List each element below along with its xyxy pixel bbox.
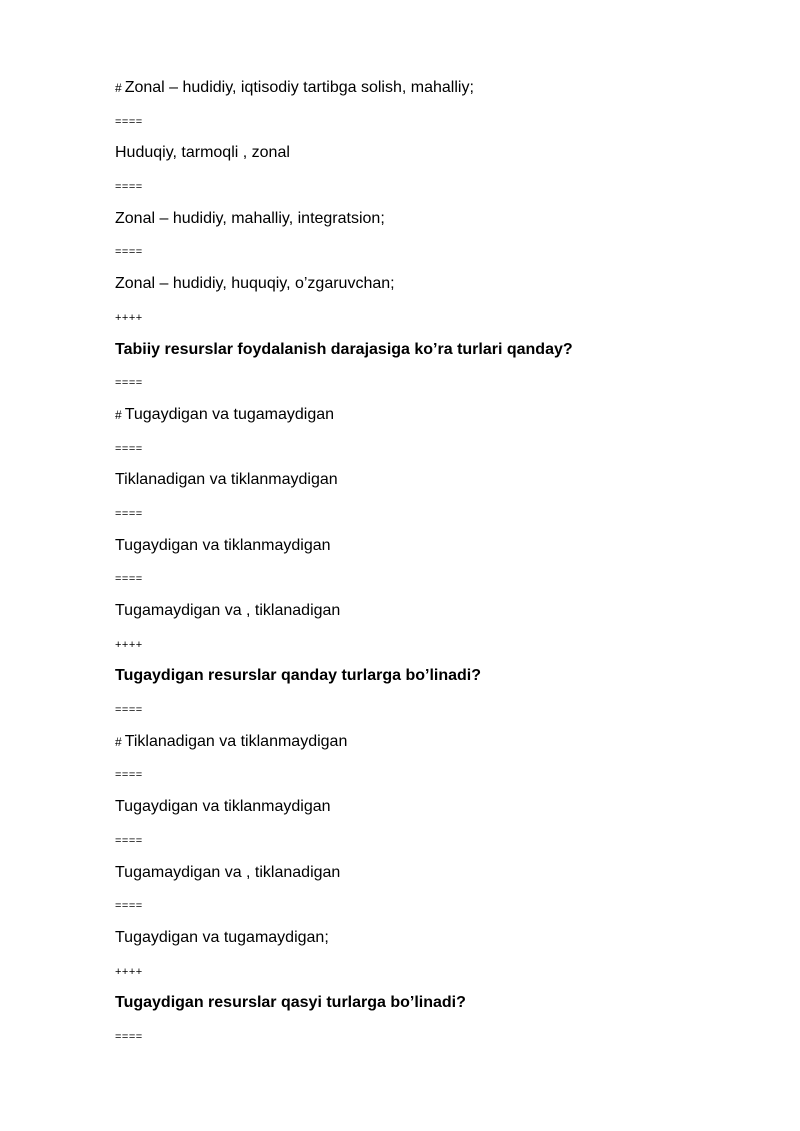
separator-marker: ====: [115, 1030, 143, 1043]
separator-marker: ====: [115, 377, 143, 390]
answer-text: Tugamaydigan va , tiklanadigan: [115, 602, 341, 619]
answer-line: [115, 601, 735, 634]
answer-line: [115, 863, 735, 896]
correct-answer-line: [115, 732, 735, 765]
correct-answer-marker: #: [115, 407, 122, 422]
separator-line: [115, 503, 735, 536]
correct-answer-marker: #: [115, 81, 122, 95]
separator-marker: ====: [115, 900, 143, 913]
answer-text: Zonal – hudidiy, huquqiy, o’zgaruvchan;: [115, 275, 395, 293]
separator-line: [115, 438, 735, 471]
separator-marker: ====: [115, 181, 143, 194]
answer-line: [115, 143, 735, 176]
separator-line: [115, 1026, 735, 1059]
separator-marker: ====: [115, 769, 143, 782]
separator-line: [115, 372, 735, 405]
question-text: Tabiiy resurslar foydalanish darajasiga ko’ra turlari qanday?: [115, 340, 573, 358]
question-line: [115, 993, 735, 1026]
separator-marker: ====: [115, 115, 143, 128]
separator-marker: ====: [115, 834, 143, 847]
answer-line: [115, 470, 735, 503]
separator-line: [115, 307, 735, 340]
separator-line: [115, 830, 735, 863]
answer-text: Tugaydigan va tiklanmaydigan: [115, 798, 331, 816]
answer-line: [115, 274, 735, 307]
answer-text: Tiklanadigan va tiklanmaydigan: [115, 471, 338, 489]
separator-line: [115, 961, 735, 994]
answer-text: Tugamaydigan va , tiklanadigan: [115, 863, 341, 881]
separator-line: [115, 764, 735, 797]
answer-text: Zonal – hudidiy, mahalliy, integratsion;: [115, 209, 385, 227]
separator-marker: ++++: [115, 965, 143, 978]
separator-line: [115, 895, 735, 928]
answer-text: Tugaydigan va tiklanmaydigan: [115, 536, 331, 554]
correct-answer-line: [115, 78, 735, 111]
question-text: Tugaydigan resurslar qasyi turlarga bo’linadi?: [115, 994, 466, 1012]
answer-line: [115, 536, 735, 569]
separator-marker: ++++: [115, 311, 143, 324]
separator-line: [115, 176, 735, 209]
answer-line: [115, 928, 735, 961]
separator-line: [115, 111, 735, 144]
question-line: [115, 340, 735, 373]
document-body: [115, 78, 735, 1059]
answer-text: Tiklanadigan va tiklanmaydigan: [124, 732, 348, 750]
separator-marker: ====: [115, 507, 143, 520]
question-text: Tugaydigan resurslar qanday turlarga bo’linadi?: [115, 667, 481, 685]
answer-text: Tugaydigan va tugamaydigan;: [115, 928, 329, 946]
separator-marker: ====: [115, 442, 143, 455]
separator-marker: ====: [115, 246, 143, 259]
correct-answer-marker: #: [115, 734, 122, 749]
correct-answer-line: [115, 405, 735, 438]
question-line: [115, 666, 735, 699]
answer-line: [115, 797, 735, 830]
separator-line: [115, 241, 735, 274]
separator-line: [115, 634, 735, 667]
separator-marker: ====: [115, 704, 143, 717]
answer-text: Huduqiy, tarmoqli , zonal: [115, 144, 290, 162]
separator-line: [115, 699, 735, 732]
separator-marker: ++++: [115, 638, 143, 651]
separator-line: [115, 568, 735, 601]
separator-marker: ====: [115, 573, 143, 586]
answer-text: Tugaydigan va tugamaydigan: [124, 405, 335, 423]
answer-line: [115, 209, 735, 242]
answer-text: Zonal – hudidiy, iqtisodiy tartibga solish, mahalliy;: [124, 79, 474, 96]
